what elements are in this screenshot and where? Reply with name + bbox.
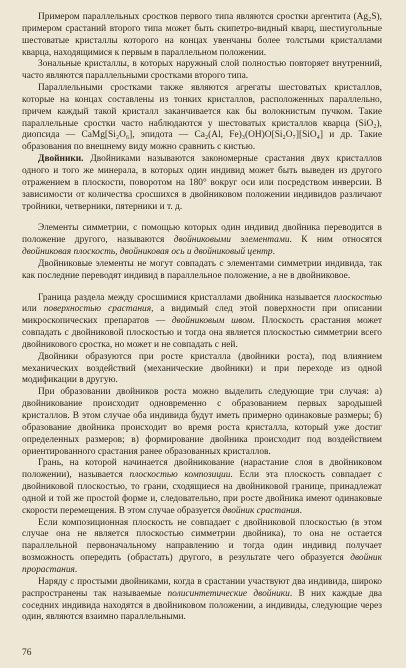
section-heading: Двойники. [38, 154, 84, 165]
text-body [22, 12, 382, 624]
paragraph-6: Двойниковые элементы не могут совпадать с элементами симметрии индивида, так как последние переводят индивид в параллельное положение, а не в двойниковое. [22, 258, 382, 281]
paragraph-4: Двойники. Двойниками называются закономерные срастания двух кристаллов одного и того же минерала, в которых один индивид может быть выведен из другого отражением в плоскости, поворотом на 180° вокруг оси или посредством инверсии. В зависимости от количества сросшихся в двойниковом положении индивидов различают тройники, четверники, пятерники и т. д. [22, 154, 382, 212]
paragraph-12: Наряду с простыми двойниками, когда в срастании участвуют два индивида, широко распространены так называемые полисинтетические двойники. В них каждые два соседних индивида находятся в двойниковом положении, а индивиды, следующие через один, являются взаимно параллельными. [22, 576, 382, 623]
page-number: 76 [22, 648, 32, 658]
paragraph-3: Параллельными сростками также являются агрегаты шестоватых кристаллов, которые на концах составлены из тонких кристаллов, расположенных параллельно, причем каждый такой кристалл заканчивается как бы волокнистым пучком. Такие параллельные сростки часто наблюдаются у шестоватых кристаллов кварца (SiO₂), диопсида — CaMg[Si₂O₆], эпидота — Ca₂(Al, Fe)₃(OH)O[Si₂O₇][SiO₄] и др. Такие образования по внешнему виду можно сравнить с кистью. [22, 83, 382, 153]
paragraph-7: Граница раздела между сросшимися кристаллами двойника называется плоскостью или поверхностью срастания, а видимый след этой поверхности при описании микроскопических препаратов — двойниковым швом. Плоскость срастания может совпадать с двойниковой плоскостью и тогда она является плоскостью симметрии всего двойникового сростка, но может и не совпадать с ней. [22, 292, 383, 350]
paragraph-9: При образовании двойников роста можно выделить следующие три случая: а) двойникование происходит одновременно с образованием первых зародышей кристаллов. В этом случае оба индивида будут иметь примерно одинаковые размеры; б) образование двойника происходит во время роста кристалла, который уже достиг определенных размеров; в) формирование двойника происходит под воздействием ориентированного срастания ранее образованных кристаллов. [22, 387, 382, 457]
paragraph-8: Двойники образуются при росте кристалла (двойники роста), под влиянием механических воздействий (механические двойники) и при переходе из одной модификации в другую. [22, 351, 382, 386]
paragraph-1: Примером параллельных сростков первого типа являются сростки аргентита (Ag₂S), примером срастаний второго типа может быть скипетро-видный кварц, шестиугольные шестоватые кристаллы которого на концах увенчаны более толстыми кристаллами кварца, находящимися к первым в параллельном положении. [22, 12, 382, 58]
paragraph-2: Зональные кристаллы, в которых наружный слой полностью повторяет внутренний, часто являются параллельными сростками второго типа. [22, 59, 382, 82]
paragraph-11: Если композиционная плоскость не совпадает с двойниковой плоскостью (в этом случае она не является плоскостью симметрии двойника), то она не остается параллельной первоначальному направлению и тогда один индивид получает возможность опередить (обрастать) другого, в результате чего образуется двойник прорастания. [22, 517, 382, 575]
paragraph-10: Грань, на которой начинается двойникование (нарастание слоя в двойниковом положении), называется плоскостью композиции. Если эта плоскость совпадает с двойниковой плоскостью, то грани, сходящиеся на двойниковой границе, принадлежат одной и той же простой форме и, следовательно, при росте двойника имеют одинаковые скорости перемещения. В этом случае образуется двойник срастания. [22, 458, 382, 516]
paragraph-5: Элементы симметрии, с помощью которых один индивид двойника переводится в положение другого, называются двойниковыми элементами. К ним относятся двойниковая плоскость, двойниковая ось и двойниковый центр. [22, 223, 382, 258]
